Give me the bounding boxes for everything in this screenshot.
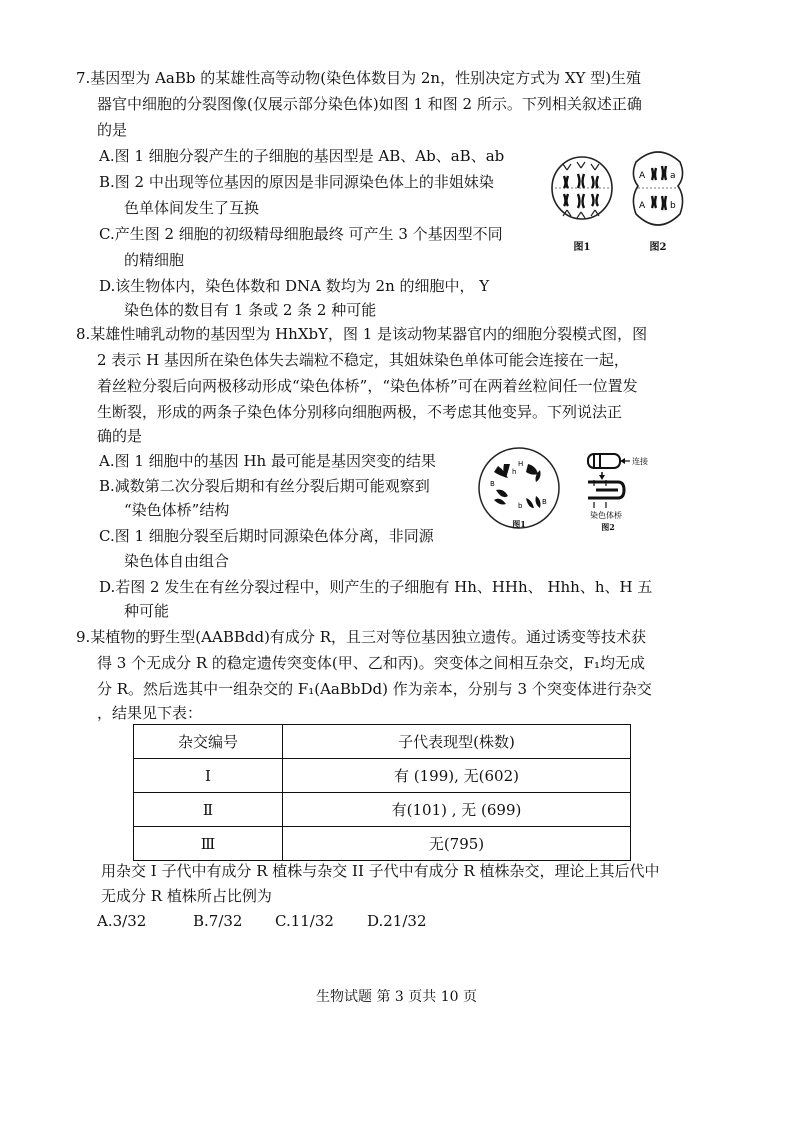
q8-figure-1-letter-4: b bbox=[518, 502, 523, 510]
q8-option-b-cont: “染色体桥”结构 bbox=[124, 501, 230, 519]
q9-choice-a: A.3/32 bbox=[97, 912, 147, 930]
table-row bbox=[134, 759, 631, 793]
q7-stem-line-2: 器官中细胞的分裂图像(仅展示部分染色体)如图 1 和图 2 所示。下列相关叙述正确 bbox=[97, 95, 642, 113]
table-cell-cross-id: Ⅱ bbox=[134, 793, 283, 827]
q8-figure-1-letter-1: H bbox=[518, 460, 524, 468]
q9-stem-line-4: ，结果见下表： bbox=[97, 704, 203, 722]
q9-choice-b: B.7/32 bbox=[193, 912, 243, 930]
q7-figure-2-letter-4: b bbox=[670, 201, 676, 211]
q7-figure-2-letter-1: A bbox=[639, 171, 646, 181]
q8-figure-2-connect-label: 连接 bbox=[632, 457, 648, 466]
q8-stem-line-4: 生断裂，形成的两条子染色体分别移向细胞两极，不考虑其他变异。下列说法正 bbox=[97, 403, 623, 421]
q7-figure-2-letter-2: a bbox=[670, 171, 676, 181]
q9-question-line-1: 用杂交 I 子代中有成分 R 植株与杂交 II 子代中有成分 R 植株杂交，理论上其后代中 bbox=[101, 862, 660, 880]
table-cell-phenotype: 无(795) bbox=[283, 827, 631, 861]
q9-question-line-2: 无成分 R 植株所占比例为 bbox=[101, 887, 272, 905]
q9-choice-c: C.11/32 bbox=[275, 912, 334, 930]
q7-option-d: D.该生物体内，染色体数和 DNA 数均为 2n 的细胞中， Y bbox=[99, 277, 490, 295]
q7-option-c-cont: 的精细胞 bbox=[124, 251, 185, 269]
q8-figure-1-letter-2: h bbox=[512, 468, 517, 476]
q8-option-c: C.图 1 细胞分裂至后期时同源染色体分离，非同源 bbox=[99, 527, 434, 545]
table-row bbox=[134, 827, 631, 861]
q9-stem-line-1: 9.某植物的野生型(AABBdd)有成分 R，且三对等位基因独立遗传。通过诱变等技术获 bbox=[76, 628, 646, 646]
q8-option-d-cont: 种可能 bbox=[124, 602, 170, 620]
q9-stem-line-2: 得 3 个无成分 R 的稳定遗传突变体(甲、乙和丙)。突变体之间相互杂交，F₁均无成 bbox=[97, 654, 646, 672]
q7-figure-2-cell bbox=[626, 148, 690, 232]
table-header-phenotype: 子代表现型(株数) bbox=[283, 725, 631, 759]
table-header-cross-id: 杂交编号 bbox=[134, 725, 283, 759]
q7-figure-1-label: 图1 bbox=[573, 242, 591, 253]
q9-results-table bbox=[133, 724, 631, 861]
q9-choice-d: D.21/32 bbox=[367, 912, 427, 930]
q8-option-b: B.减数第二次分裂后期和有丝分裂后期可能观察到 bbox=[99, 477, 430, 495]
q7-option-a: A.图 1 细胞分裂产生的子细胞的基因型是 AB、Ab、aB、ab bbox=[99, 147, 505, 165]
q7-figure-2-label: 图2 bbox=[649, 242, 667, 253]
q7-option-b-cont: 色单体间发生了互换 bbox=[124, 199, 260, 217]
table-row bbox=[134, 793, 631, 827]
q7-figure-2-letter-3: A bbox=[639, 201, 646, 211]
q7-figure-1-cell bbox=[547, 150, 617, 230]
table-cell-phenotype: 有(101) , 无 (699) bbox=[283, 793, 631, 827]
q8-stem-line-1: 8.某雄性哺乳动物的基因型为 HhXbY，图 1 是该动物某器官内的细胞分裂模式图，图 bbox=[76, 325, 648, 343]
q8-figure-1-letter-3: B bbox=[490, 480, 495, 488]
q7-stem-line-3: 的是 bbox=[97, 121, 128, 139]
page-footer: 生物试题 第 3 页共 10 页 bbox=[316, 989, 477, 1005]
q8-option-a: A.图 1 细胞中的基因 Hh 最可能是基因突变的结果 bbox=[99, 452, 436, 470]
table-header-row bbox=[134, 725, 631, 759]
q8-figure-2-label: 图2 bbox=[601, 522, 615, 532]
table-cell-phenotype: 有 (199), 无(602) bbox=[283, 759, 631, 793]
q8-figure-2-bridge-label: 染色体桥 bbox=[590, 511, 622, 520]
q8-stem-line-2: 2 表示 H 基因所在染色体失去端粒不稳定，其姐妹染色单体可能会连接在一起， bbox=[97, 351, 629, 369]
q8-stem-line-3: 着丝粒分裂后向两极移动形成“染色体桥”，“染色体桥”可在两着丝粒间任一位置发 bbox=[97, 377, 638, 395]
q7-option-c: C.产生图 2 细胞的初级精母细胞最终 可产生 3 个基因型不同 bbox=[99, 225, 503, 243]
q7-option-b: B.图 2 中出现等位基因的原因是非同源染色体上的非姐妹染 bbox=[99, 173, 494, 191]
table-cell-cross-id: I bbox=[134, 759, 283, 793]
q8-figure-1-letter-5: B bbox=[542, 498, 547, 506]
q8-figure-1-label: 图1 bbox=[512, 519, 526, 529]
q8-option-d: D.若图 2 发生在有丝分裂过程中，则产生的子细胞有 Hh、HHh、 Hhh、h、H 五 bbox=[99, 578, 653, 596]
q8-option-c-cont: 染色体自由组合 bbox=[124, 552, 230, 570]
q7-option-d-cont: 染色体的数目有 1 条或 2 条 2 种可能 bbox=[124, 301, 377, 319]
table-cell-cross-id: Ⅲ bbox=[134, 827, 283, 861]
q8-stem-line-5: 确的是 bbox=[97, 427, 143, 445]
q7-stem-line-1: 7.基因型为 AaBb 的某雄性高等动物(染色体数目为 2n，性别决定方式为 XY 型)生殖 bbox=[76, 69, 642, 87]
q8-figure-2-bridge-diagram bbox=[582, 448, 692, 520]
q9-stem-line-3: 分 R。然后选其中一组杂交的 F₁(AaBbDd) 作为亲本，分别与 3 个突变体进行杂交 bbox=[97, 680, 652, 698]
